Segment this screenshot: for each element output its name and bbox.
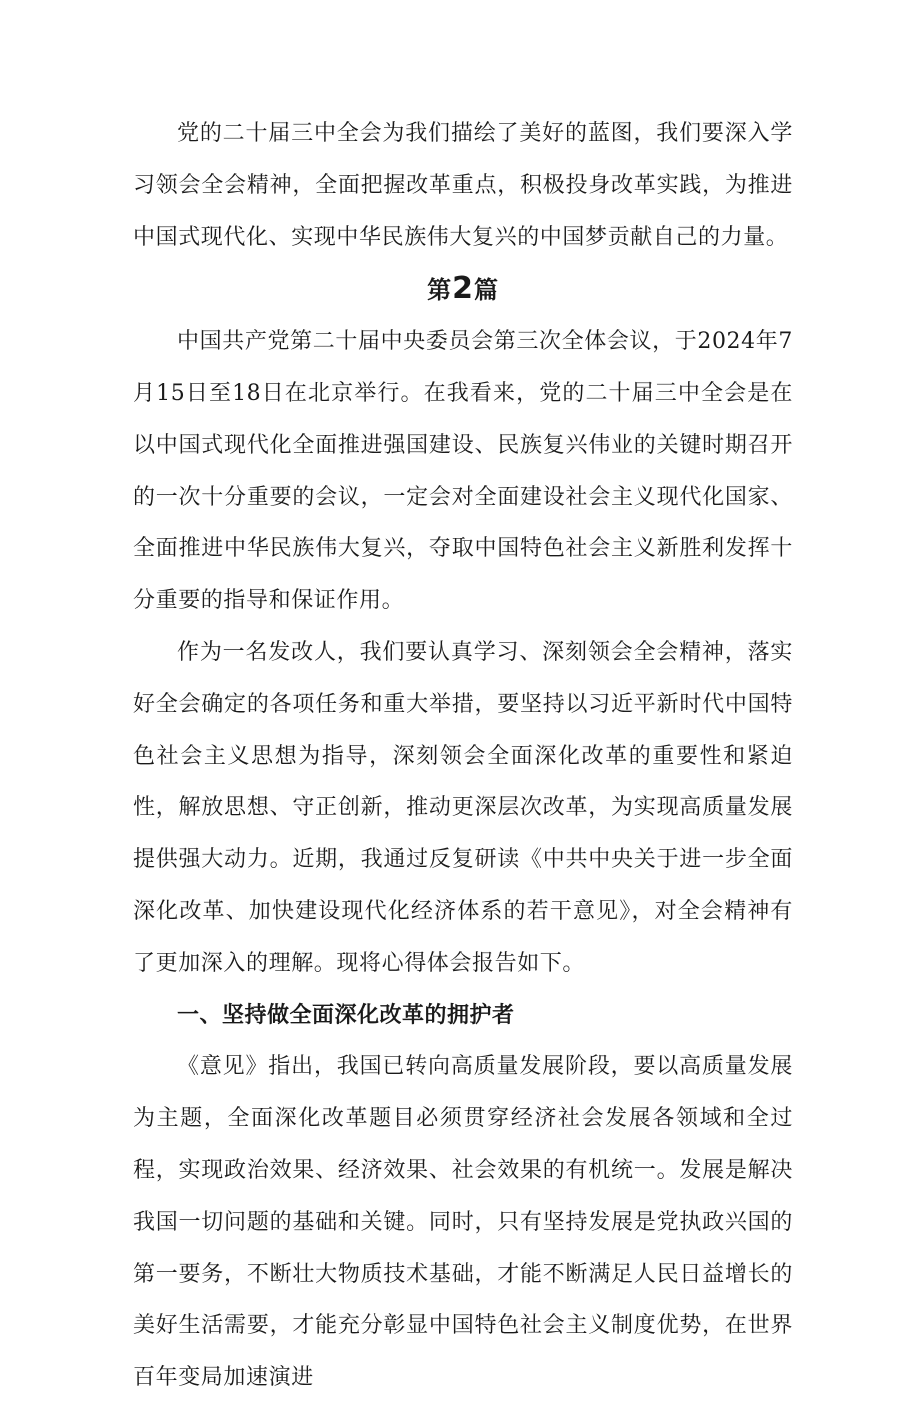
section-heading-1: 一、坚持做全面深化改革的拥护者 — [177, 1002, 515, 1028]
body-paragraph-3: 《意见》指出，我国已转向高质量发展阶段，要以高质量发展为主题，全面深化改革题目必须贯穿经济社会发展各领域和全过程，实现政治效果、经济效果、社会效果的有机统一。发展是解决我国一切问题的基础和关键。同时，只有坚持发展是党执政兴国的第一要务，不断壮大物质技术基础，才能不断满足人民日益增长的美好生活需要，才能充分彰显中国特色社会主义制度优势，在世界百年变局加速演进 — [133, 1054, 793, 1391]
article-title-number: 2 — [452, 271, 474, 307]
document-page — [133, 108, 793, 1404]
article-title-suffix: 篇 — [473, 275, 499, 305]
body-paragraph-2: 作为一名发改人，我们要认真学习、深刻领会全会精神，落实好全会确定的各项任务和重大举措，要坚持以习近平新时代中国特色社会主义思想为指导，深刻领会全面深化改革的重要性和紧迫性，解放思想、守正创新，推动更深层次改革，为实现高质量发展提供强大动力。近期，我通过反复研读《中共中央关于进一步全面深化改革、加快建设现代化经济体系的若干意见》，对全会精神有了更加深入的理解。现将心得体会报告如下。 — [133, 639, 793, 976]
article-title — [133, 263, 793, 316]
article-title-prefix: 第 — [427, 275, 453, 305]
intro-paragraph: 党的二十届三中全会为我们描绘了美好的蓝图，我们要深入学习领会全会精神，全面把握改革重点，积极投身改革实践，为推进中国式现代化、实现中华民族伟大复兴的中国梦贡献自己的力量。 — [133, 121, 793, 250]
body-paragraph-1: 中国共产党第二十届中央委员会第三次全体会议，于2024年7月15日至18日在北京举行。在我看来，党的二十届三中全会是在以中国式现代化全面推进强国建设、民族复兴伟业的关键时期召开的一次十分重要的会议，一定会对全面建设社会主义现代化国家、全面推进中华民族伟大复兴，夺取中国特色社会主义新胜利发挥十分重要的指导和保证作用。 — [133, 329, 793, 614]
